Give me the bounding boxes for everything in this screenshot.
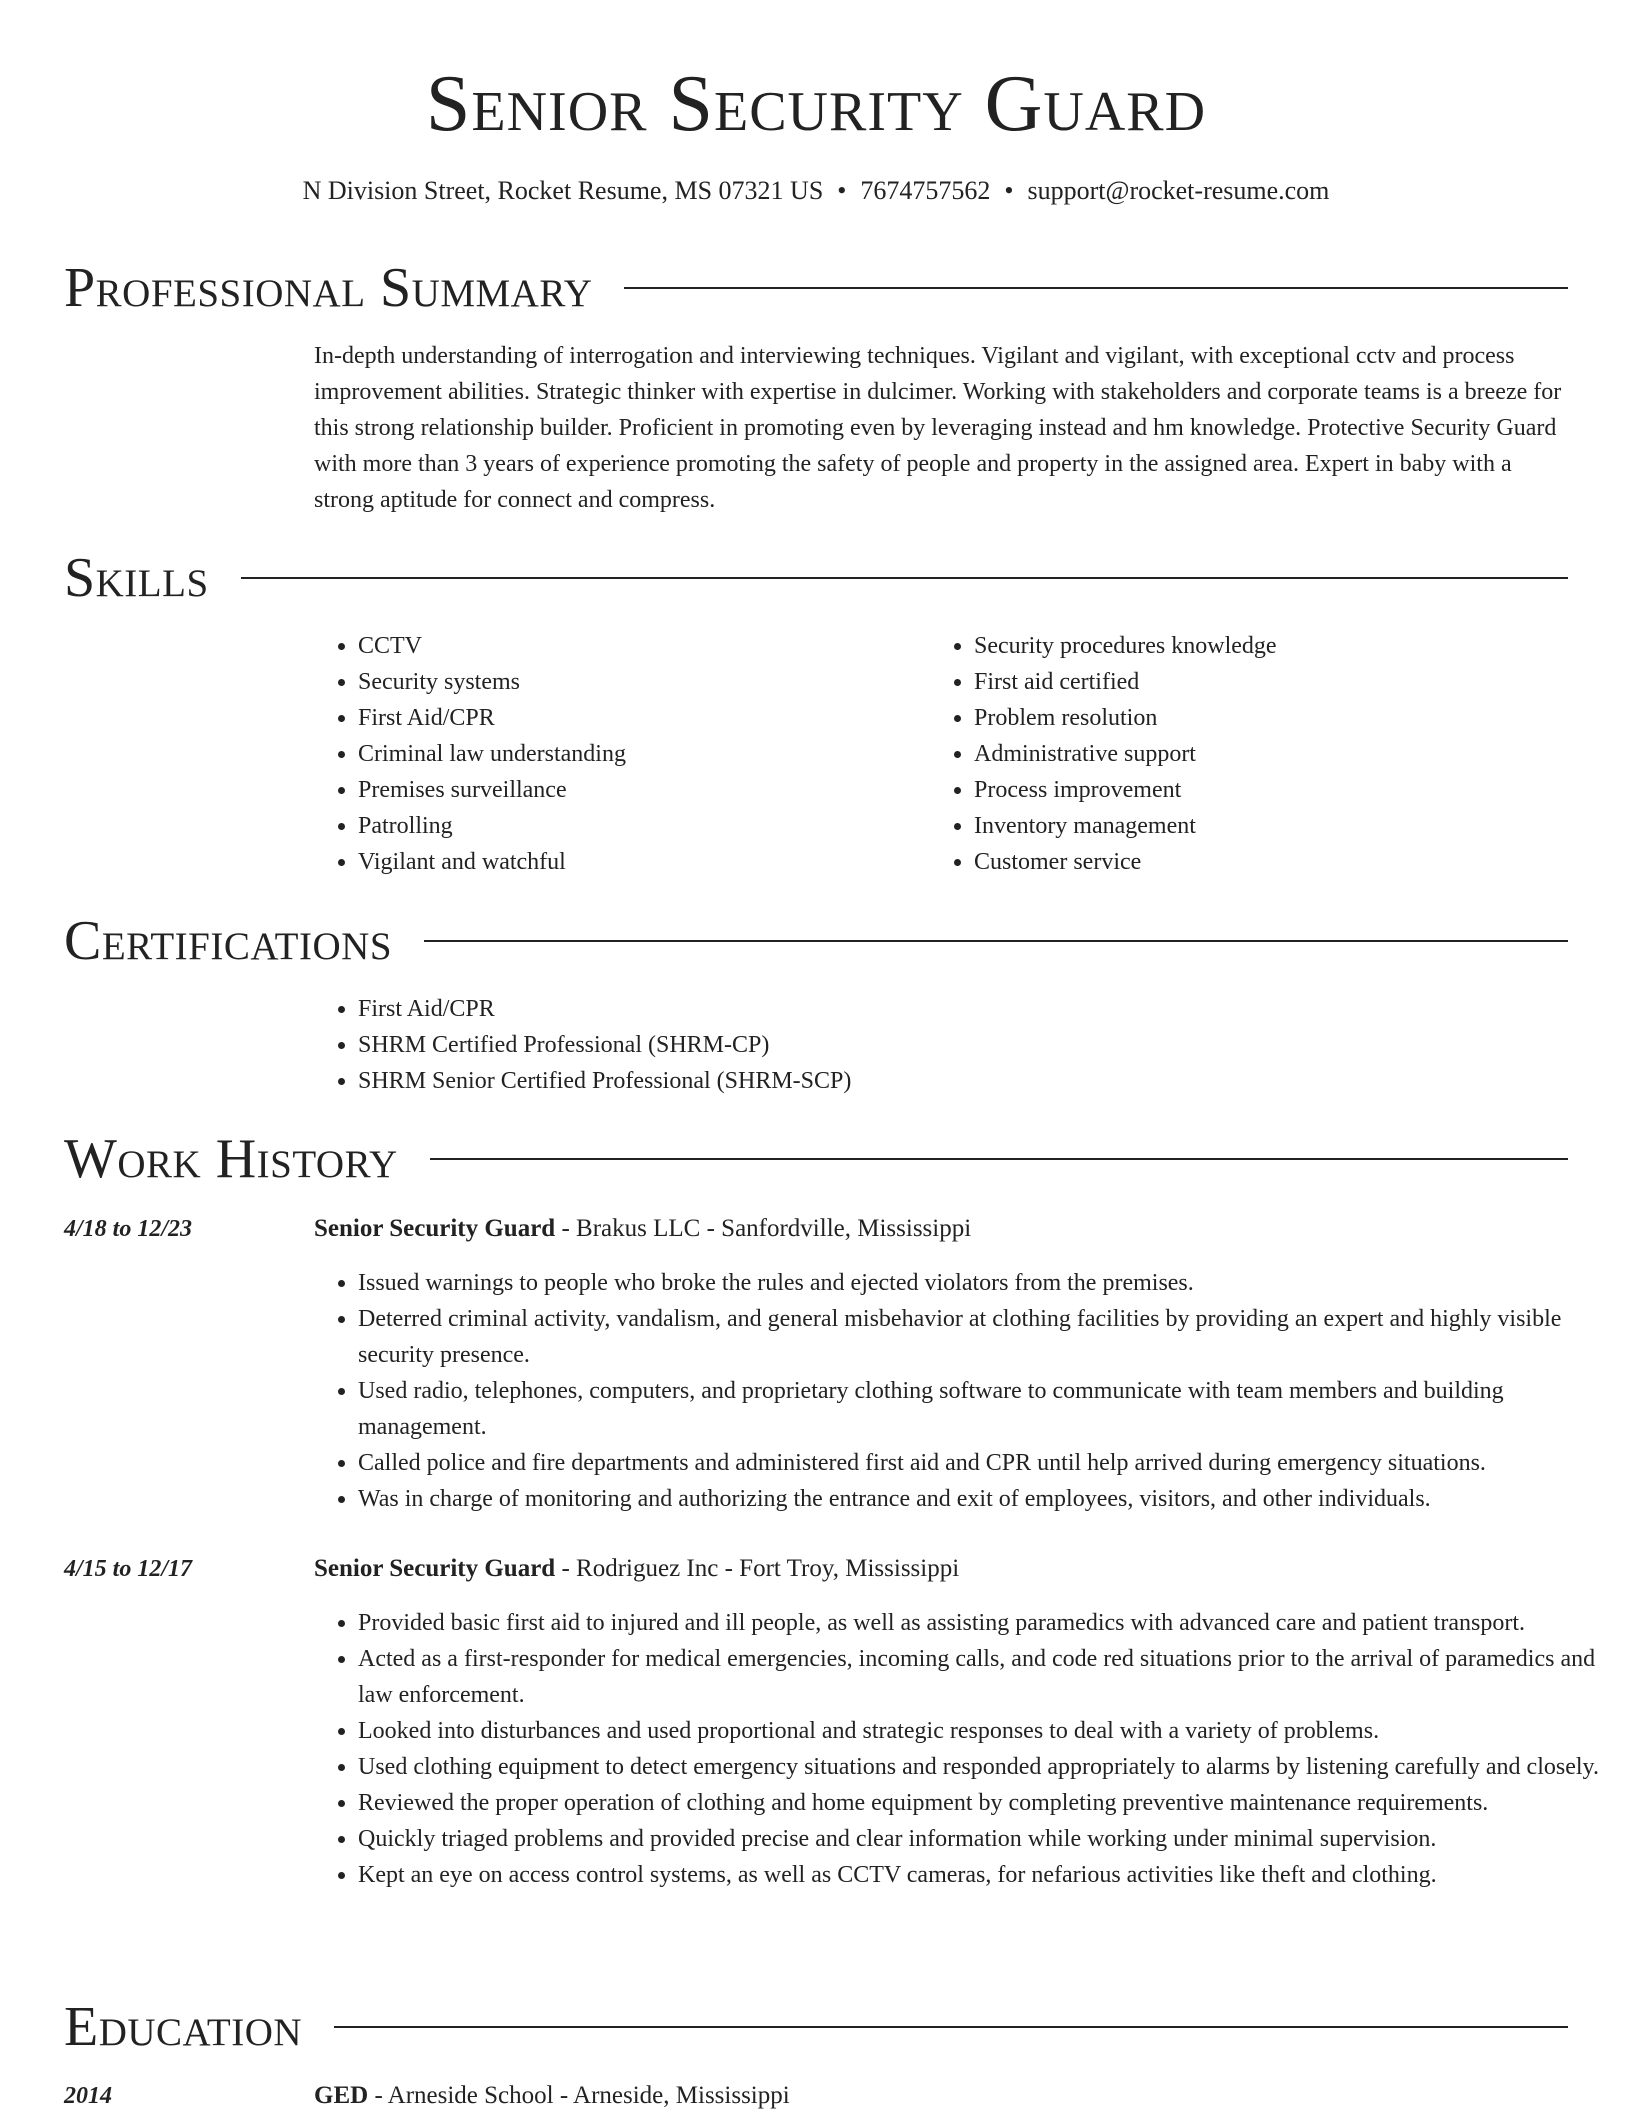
certification-item: • First Aid/CPR (358, 991, 1618, 1027)
job-company: - Brakus LLC - Sanfordville, Mississippi (555, 1215, 972, 1242)
skill-item: • Inventory management (974, 808, 1534, 844)
summary-section-header (64, 256, 1568, 320)
job-heading (314, 1211, 971, 1247)
skill-item: • Administrative support (974, 736, 1534, 772)
skill-item: • Vigilant and watchful (358, 844, 918, 880)
work-section-header (64, 1127, 1568, 1191)
skill-item: • Problem resolution (974, 700, 1534, 736)
section-divider (334, 2026, 1568, 2028)
skills-heading: Skills (64, 547, 209, 609)
summary-text: In-depth understanding of interrogation and interviewing techniques. Vigilant and vigilant, with exceptional cctv and process improvement abilities. Strategic thinker with expertise in dulcimer. Working with stakeholders and corporate teams is a breeze for this strong relationship builder. Proficient in promoting even by leveraging instead and hm knowledge. Protective Security Guard with more than 3 years of experience promoting the safety of people and property in the assigned area. Expert in baby with a strong aptitude for connect and compress. (314, 343, 1562, 513)
job-duty: • Was in charge of monitoring and authorizing the entrance and exit of employees, visitors, and other individuals. (358, 1481, 1620, 1517)
job-dates: 4/15 to 12/17 (64, 1556, 193, 1582)
certifications-heading: Certifications (64, 910, 393, 972)
job-duty: • Provided basic first aid to injured and ill people, as well as assisting paramedics with advanced care and patient transport. (358, 1605, 1620, 1641)
work-heading: Work History (64, 1128, 398, 1190)
job-dates: 4/18 to 12/23 (64, 1216, 193, 1242)
skill-item: • Security systems (358, 664, 918, 700)
skill-item: • Security procedures knowledge (974, 628, 1534, 664)
education-heading-line (314, 2078, 790, 2114)
job-duty: • Used radio, telephones, computers, and proprietary clothing software to communicate with team members and building management. (358, 1373, 1620, 1445)
section-divider (430, 1158, 1568, 1160)
job-duty: • Looked into disturbances and used proportional and strategic responses to deal with a variety of problems. (358, 1713, 1620, 1749)
contact-separator: • (1004, 176, 1014, 205)
skill-item: • Criminal law understanding (358, 736, 918, 772)
resume-name: Senior Security Guard (425, 60, 1207, 148)
job-duty: • Quickly triaged problems and provided precise and clear information while working under minimal supervision. (358, 1821, 1620, 1857)
job-duty: • Called police and fire departments and administered first aid and CPR until help arrived during emergency situations. (358, 1445, 1620, 1481)
skill-item: • Process improvement (974, 772, 1534, 808)
education-heading: Education (64, 1996, 303, 2058)
education-school: - Arneside School - Arneside, Mississippi (368, 2082, 790, 2109)
contact-address: N Division Street, Rocket Resume, MS 07321 US (302, 176, 824, 205)
education-year: 2014 (64, 2083, 112, 2109)
job-company: - Rodriguez Inc - Fort Troy, Mississippi (555, 1555, 960, 1582)
section-divider (241, 577, 1568, 579)
job-duty: • Acted as a first-responder for medical emergencies, incoming calls, and code red situations prior to the arrival of paramedics and law enforcement. (358, 1641, 1620, 1713)
certifications-section-header (64, 909, 1568, 973)
job-heading (314, 1551, 959, 1587)
certifications-list (314, 991, 1618, 1099)
certification-item: • SHRM Certified Professional (SHRM-CP) (358, 1027, 1618, 1063)
job-title: Senior Security Guard (314, 1555, 556, 1582)
education-degree: GED (314, 2082, 369, 2109)
section-divider (424, 940, 1568, 942)
section-divider (624, 287, 1568, 289)
skill-item: • CCTV (358, 628, 918, 664)
certification-item: • SHRM Senior Certified Professional (SHRM-SCP) (358, 1063, 1618, 1099)
job-duty: • Kept an eye on access control systems, as well as CCTV cameras, for nefarious activities like theft and clothing. (358, 1857, 1620, 1893)
summary-heading: Professional Summary (64, 257, 593, 319)
job-title: Senior Security Guard (314, 1215, 556, 1242)
contact-separator: • (837, 176, 847, 205)
skill-item: • Patrolling (358, 808, 918, 844)
skill-item: • Customer service (974, 844, 1534, 880)
skill-item: • Premises surveillance (358, 772, 918, 808)
skills-list-right (930, 628, 1534, 880)
skill-item: • First Aid/CPR (358, 700, 918, 736)
skill-item: • First aid certified (974, 664, 1534, 700)
contact-line (0, 174, 1632, 208)
job-duty: • Used clothing equipment to detect emergency situations and responded appropriately to alarms by listening carefully and closely. (358, 1749, 1620, 1785)
job-duties-list (314, 1265, 1620, 1517)
contact-phone: 7674757562 (860, 176, 991, 205)
education-section-header (64, 1995, 1568, 2059)
job-duty: • Deterred criminal activity, vandalism, and general misbehavior at clothing facilities by providing an expert and highly visible security presence. (358, 1301, 1620, 1373)
skills-list-left (314, 628, 918, 880)
skills-section-header (64, 546, 1568, 610)
job-duty: • Issued warnings to people who broke the rules and ejected violators from the premises. (358, 1265, 1620, 1301)
job-duties-list (314, 1605, 1620, 1893)
contact-email: support@rocket-resume.com (1027, 176, 1330, 205)
job-duty: • Reviewed the proper operation of clothing and home equipment by completing preventive maintenance requirements. (358, 1785, 1620, 1821)
